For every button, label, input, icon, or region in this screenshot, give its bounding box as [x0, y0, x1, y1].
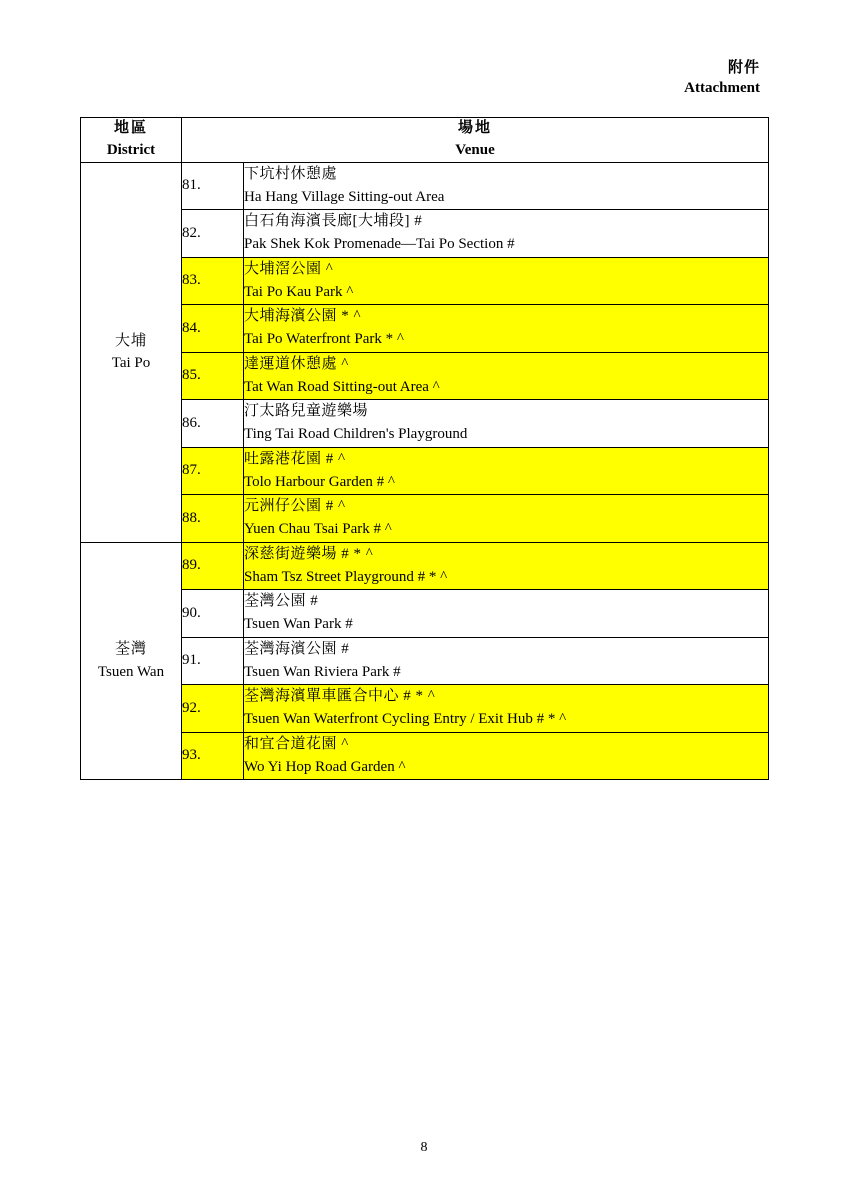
venue-name-cell — [244, 305, 769, 353]
table-row — [81, 257, 769, 305]
venue-name-cell — [244, 685, 769, 733]
venue-number: 90. — [182, 590, 244, 638]
venue-name-en: Tsuen Wan Riviera Park # — [244, 663, 401, 680]
venue-name-zh: 荃灣公園 # — [244, 593, 319, 609]
venue-name-zh: 元洲仔公園 # ^ — [244, 498, 346, 514]
venue-name-cell — [244, 352, 769, 400]
column-header-venue — [182, 118, 769, 163]
attachment-label — [684, 58, 760, 99]
venue-name-zh: 白石角海濱長廊[大埔段] # — [244, 213, 423, 229]
district-cell-tai-po — [81, 162, 182, 542]
venue-name-zh: 大埔滘公園 ^ — [244, 260, 334, 277]
venue-name-en: Tai Po Waterfront Park * ^ — [244, 331, 404, 348]
venue-name-zh: 荃灣海濱單車匯合中心 # * ^ — [244, 688, 436, 704]
attachment-label-zh: 附件 — [727, 60, 760, 76]
table-row — [81, 542, 769, 590]
venue-name-cell — [244, 162, 769, 210]
venue-name-en: Tai Po Kau Park ^ — [244, 283, 354, 300]
venue-name-zh: 深慈街遊樂場 # * ^ — [244, 545, 374, 562]
venue-name-zh: 下坑村休憩處 — [244, 165, 338, 182]
table-row — [81, 637, 769, 685]
venue-name-en: Wo Yi Hop Road Garden ^ — [244, 758, 406, 775]
page-number: 8 — [420, 1140, 428, 1155]
table-row — [81, 495, 769, 543]
district-name-en: Tai Po — [111, 355, 151, 371]
attachment-label-en: Attachment — [684, 80, 760, 97]
table-row — [81, 590, 769, 638]
venue-name-en: Sham Tsz Street Playground # * ^ — [244, 568, 448, 585]
district-name-zh: 大埔 — [114, 332, 147, 349]
venue-number: 88. — [182, 495, 244, 543]
district-name-zh: 荃灣 — [114, 641, 147, 658]
venue-name-en: Ting Tai Road Children's Playground — [244, 426, 468, 443]
venue-number: 81. — [182, 162, 244, 210]
venue-name-en: Ha Hang Village Sitting-out Area — [244, 188, 445, 205]
venue-number: 92. — [182, 685, 244, 733]
venue-name-zh: 荃灣海濱公園 # — [244, 640, 350, 657]
table-row — [81, 447, 769, 495]
table-body — [81, 162, 769, 780]
column-header-district — [81, 118, 182, 163]
venue-name-zh: 吐露港花園 # ^ — [244, 450, 346, 467]
venue-name-zh: 汀太路兒童遊樂場 — [244, 403, 369, 419]
venue-name-en: Tsuen Wan Park # — [244, 616, 353, 633]
table-row — [81, 162, 769, 210]
venue-name-en: Tsuen Wan Waterfront Cycling Entry / Exit Hub # * ^ — [244, 711, 567, 728]
table-header-row — [81, 118, 769, 163]
venue-name-cell — [244, 495, 769, 543]
venue-name-en: Yuen Chau Tsai Park # ^ — [244, 521, 392, 538]
venue-number: 87. — [182, 447, 244, 495]
venue-name-cell — [244, 542, 769, 590]
venue-name-zh: 大埔海濱公園 * ^ — [244, 308, 362, 324]
venue-name-cell — [244, 257, 769, 305]
venue-number: 86. — [182, 400, 244, 448]
venue-name-cell — [244, 732, 769, 780]
venue-name-cell — [244, 447, 769, 495]
venue-name-en: Tolo Harbour Garden # ^ — [244, 473, 395, 490]
venue-number: 84. — [182, 305, 244, 353]
venue-name-cell — [244, 590, 769, 638]
venue-number: 91. — [182, 637, 244, 685]
district-name-en: Tsuen Wan — [97, 663, 165, 680]
district-cell-tsuen-wan — [81, 542, 182, 780]
venue-name-en: Tat Wan Road Sitting-out Area ^ — [244, 378, 440, 395]
venue-name-cell — [244, 637, 769, 685]
venue-number: 83. — [182, 257, 244, 305]
venue-name-zh: 達運道休憩處 ^ — [244, 355, 349, 372]
venue-number: 85. — [182, 352, 244, 400]
table-row — [81, 685, 769, 733]
table-row — [81, 400, 769, 448]
venue-table — [80, 117, 769, 780]
venue-name-cell — [244, 400, 769, 448]
table-row — [81, 210, 769, 258]
venue-number: 93. — [182, 732, 244, 780]
venue-name-cell — [244, 210, 769, 258]
venue-name-zh: 和宜合道花園 ^ — [244, 735, 349, 752]
table-row — [81, 352, 769, 400]
venue-number: 82. — [182, 210, 244, 258]
table-row — [81, 305, 769, 353]
column-header-venue-en: Venue — [455, 141, 495, 158]
venue-name-en: Pak Shek Kok Promenade—Tai Po Section # — [244, 236, 515, 253]
table-row — [81, 732, 769, 780]
column-header-district-en: District — [106, 141, 156, 158]
column-header-district-zh: 地區 — [113, 120, 148, 136]
venue-number: 89. — [182, 542, 244, 590]
column-header-venue-zh: 場地 — [457, 120, 492, 136]
